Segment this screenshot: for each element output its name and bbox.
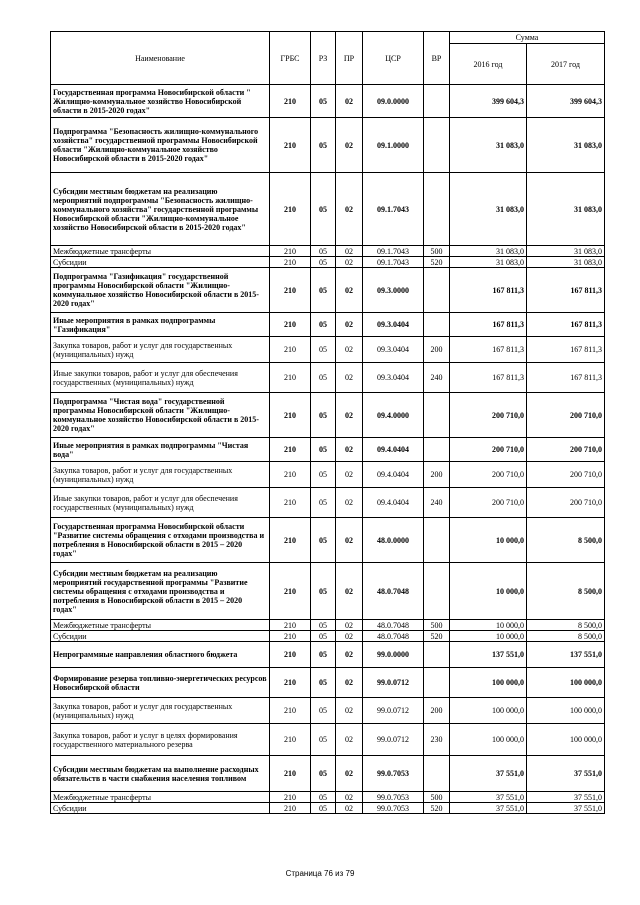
cell-vr — [424, 563, 450, 620]
cell-vr — [424, 313, 450, 337]
cell-vr — [424, 518, 450, 563]
cell-pr: 02 — [336, 631, 363, 642]
cell-csr: 99.0.7053 — [363, 803, 424, 814]
cell-rz: 05 — [311, 792, 336, 803]
cell-sum-2016: 31 083,0 — [450, 257, 527, 268]
cell-name: Подпрограмма "Газификация" государственной программы Новосибирской области "Жилищно-коммунальное хозяйство Новосибирской области в 2015-2020 годах" — [51, 268, 270, 313]
cell-pr: 02 — [336, 620, 363, 631]
cell-grbs: 210 — [270, 257, 311, 268]
table-body — [51, 85, 605, 814]
cell-csr: 09.3.0404 — [363, 313, 424, 337]
cell-csr: 48.0.0000 — [363, 518, 424, 563]
cell-sum-2017: 200 710,0 — [527, 462, 605, 488]
cell-name: Государственная программа Новосибирской области "Развитие системы обращения с отходами производства и потребления в Новосибирской области в 2015 – 2020 годах" — [51, 518, 270, 563]
cell-vr: 240 — [424, 488, 450, 518]
cell-pr: 02 — [336, 756, 363, 792]
cell-sum-2016: 137 551,0 — [450, 642, 527, 668]
cell-sum-2016: 167 811,3 — [450, 268, 527, 313]
cell-sum-2017: 8 500,0 — [527, 518, 605, 563]
cell-grbs: 210 — [270, 393, 311, 438]
cell-grbs: 210 — [270, 173, 311, 246]
cell-sum-2016: 200 710,0 — [450, 488, 527, 518]
cell-sum-2016: 200 710,0 — [450, 462, 527, 488]
table-row — [51, 563, 605, 620]
cell-name: Закупка товаров, работ и услуг для государственных (муниципальных) нужд — [51, 337, 270, 363]
cell-csr: 48.0.7048 — [363, 563, 424, 620]
table-row — [51, 803, 605, 814]
budget-table — [50, 31, 605, 814]
cell-grbs: 210 — [270, 462, 311, 488]
cell-csr: 09.1.7043 — [363, 173, 424, 246]
cell-csr: 09.1.7043 — [363, 257, 424, 268]
cell-rz: 05 — [311, 438, 336, 462]
cell-name: Формирование резерва топливно-энергетических ресурсов Новосибирской области — [51, 668, 270, 698]
cell-rz: 05 — [311, 173, 336, 246]
table-row — [51, 668, 605, 698]
cell-pr: 02 — [336, 393, 363, 438]
cell-csr: 99.0.7053 — [363, 756, 424, 792]
header-grbs: ГРБС — [270, 32, 311, 85]
header-sum: Сумма — [450, 32, 605, 44]
cell-grbs: 210 — [270, 268, 311, 313]
cell-grbs: 210 — [270, 438, 311, 462]
cell-rz: 05 — [311, 118, 336, 173]
cell-grbs: 210 — [270, 337, 311, 363]
table-row — [51, 85, 605, 118]
cell-sum-2016: 37 551,0 — [450, 803, 527, 814]
cell-vr: 230 — [424, 724, 450, 756]
table-row — [51, 363, 605, 393]
cell-vr: 520 — [424, 803, 450, 814]
cell-pr: 02 — [336, 118, 363, 173]
cell-rz: 05 — [311, 488, 336, 518]
cell-sum-2016: 10 000,0 — [450, 620, 527, 631]
cell-name: Закупка товаров, работ и услуг для государственных (муниципальных) нужд — [51, 698, 270, 724]
header-vr: ВР — [424, 32, 450, 85]
cell-sum-2016: 399 604,3 — [450, 85, 527, 118]
cell-sum-2016: 100 000,0 — [450, 698, 527, 724]
cell-vr — [424, 118, 450, 173]
table-row — [51, 313, 605, 337]
cell-name: Иные мероприятия в рамках подпрограммы "Газификация" — [51, 313, 270, 337]
cell-rz: 05 — [311, 268, 336, 313]
cell-sum-2017: 137 551,0 — [527, 642, 605, 668]
cell-name: Государственная программа Новосибирской области " Жилищно-коммунальное хозяйство Новосибирской области в 2015-2020 годах" — [51, 85, 270, 118]
cell-sum-2017: 200 710,0 — [527, 393, 605, 438]
cell-csr: 09.0.0000 — [363, 85, 424, 118]
cell-csr: 99.0.0712 — [363, 698, 424, 724]
cell-sum-2017: 31 083,0 — [527, 246, 605, 257]
cell-vr: 500 — [424, 246, 450, 257]
cell-grbs: 210 — [270, 488, 311, 518]
cell-sum-2016: 31 083,0 — [450, 118, 527, 173]
cell-sum-2016: 200 710,0 — [450, 438, 527, 462]
header-name: Наименование — [51, 32, 270, 85]
cell-name: Закупка товаров, работ и услуг для государственных (муниципальных) нужд — [51, 462, 270, 488]
cell-rz: 05 — [311, 246, 336, 257]
table-row — [51, 337, 605, 363]
cell-grbs: 210 — [270, 85, 311, 118]
cell-rz: 05 — [311, 518, 336, 563]
cell-pr: 02 — [336, 563, 363, 620]
cell-sum-2017: 167 811,3 — [527, 313, 605, 337]
cell-vr — [424, 438, 450, 462]
cell-vr — [424, 642, 450, 668]
cell-grbs: 210 — [270, 668, 311, 698]
cell-sum-2017: 200 710,0 — [527, 488, 605, 518]
cell-csr: 09.1.7043 — [363, 246, 424, 257]
header-row-top — [51, 32, 605, 44]
cell-csr: 09.3.0000 — [363, 268, 424, 313]
table-row — [51, 393, 605, 438]
cell-sum-2017: 167 811,3 — [527, 268, 605, 313]
cell-rz: 05 — [311, 563, 336, 620]
header-year-2016: 2016 год — [450, 44, 527, 85]
cell-csr: 99.0.0000 — [363, 642, 424, 668]
cell-rz: 05 — [311, 620, 336, 631]
cell-sum-2017: 31 083,0 — [527, 173, 605, 246]
header-pr: ПР — [336, 32, 363, 85]
cell-sum-2017: 399 604,3 — [527, 85, 605, 118]
cell-vr: 200 — [424, 462, 450, 488]
table-row — [51, 462, 605, 488]
cell-sum-2017: 200 710,0 — [527, 438, 605, 462]
cell-pr: 02 — [336, 668, 363, 698]
cell-pr: 02 — [336, 438, 363, 462]
cell-sum-2016: 31 083,0 — [450, 246, 527, 257]
cell-name: Подпрограмма "Чистая вода" государственной программы Новосибирской области "Жилищно-коммунальное хозяйство Новосибирской области в 2015-2020 годах" — [51, 393, 270, 438]
cell-pr: 02 — [336, 363, 363, 393]
cell-grbs: 210 — [270, 756, 311, 792]
cell-csr: 09.4.0000 — [363, 393, 424, 438]
cell-grbs: 210 — [270, 620, 311, 631]
cell-rz: 05 — [311, 393, 336, 438]
cell-grbs: 210 — [270, 118, 311, 173]
cell-name: Подпрограмма "Безопасность жилищно-коммунального хозяйства" государственной программы Новосибирской области "Жилищно-коммунальное хозяйство Новосибирской области в 2015-2020 годах" — [51, 118, 270, 173]
cell-csr: 09.4.0404 — [363, 438, 424, 462]
cell-vr: 520 — [424, 631, 450, 642]
table-row — [51, 438, 605, 462]
cell-grbs: 210 — [270, 313, 311, 337]
cell-pr: 02 — [336, 337, 363, 363]
table-row — [51, 724, 605, 756]
cell-sum-2017: 100 000,0 — [527, 698, 605, 724]
cell-sum-2017: 100 000,0 — [527, 668, 605, 698]
table-row — [51, 631, 605, 642]
cell-grbs: 210 — [270, 363, 311, 393]
cell-grbs: 210 — [270, 631, 311, 642]
cell-vr: 200 — [424, 698, 450, 724]
cell-pr: 02 — [336, 792, 363, 803]
cell-rz: 05 — [311, 642, 336, 668]
cell-vr — [424, 756, 450, 792]
cell-csr: 09.1.0000 — [363, 118, 424, 173]
cell-pr: 02 — [336, 246, 363, 257]
cell-pr: 02 — [336, 488, 363, 518]
cell-csr: 09.4.0404 — [363, 488, 424, 518]
cell-vr: 520 — [424, 257, 450, 268]
cell-grbs: 210 — [270, 642, 311, 668]
table-row — [51, 173, 605, 246]
cell-rz: 05 — [311, 337, 336, 363]
cell-csr: 48.0.7048 — [363, 620, 424, 631]
cell-rz: 05 — [311, 257, 336, 268]
cell-rz: 05 — [311, 698, 336, 724]
cell-sum-2016: 37 551,0 — [450, 756, 527, 792]
cell-name: Субсидии местным бюджетам на реализацию мероприятий подпрограммы "Безопасность жилищно-коммунального хозяйства" государственной программы Новосибирской области "Жилищно-коммунальное хозяйство Новосибирской области в 2015-2020 годах" — [51, 173, 270, 246]
cell-name: Межбюджетные трансферты — [51, 620, 270, 631]
cell-sum-2016: 200 710,0 — [450, 393, 527, 438]
cell-sum-2017: 31 083,0 — [527, 118, 605, 173]
cell-vr — [424, 393, 450, 438]
cell-pr: 02 — [336, 257, 363, 268]
cell-rz: 05 — [311, 313, 336, 337]
cell-csr: 09.4.0404 — [363, 462, 424, 488]
cell-grbs: 210 — [270, 698, 311, 724]
table-row — [51, 257, 605, 268]
cell-csr: 99.0.0712 — [363, 668, 424, 698]
cell-sum-2016: 10 000,0 — [450, 563, 527, 620]
cell-grbs: 210 — [270, 563, 311, 620]
cell-sum-2016: 31 083,0 — [450, 173, 527, 246]
cell-rz: 05 — [311, 756, 336, 792]
cell-csr: 09.3.0404 — [363, 363, 424, 393]
table-row — [51, 620, 605, 631]
table-row — [51, 698, 605, 724]
cell-pr: 02 — [336, 462, 363, 488]
cell-rz: 05 — [311, 724, 336, 756]
page-number: Страница 76 из 79 — [285, 869, 355, 878]
cell-name: Субсидии местным бюджетам на выполнение расходных обязательств в части снабжения населения топливом — [51, 756, 270, 792]
cell-sum-2017: 37 551,0 — [527, 803, 605, 814]
cell-grbs: 210 — [270, 518, 311, 563]
table-row — [51, 118, 605, 173]
cell-sum-2016: 100 000,0 — [450, 668, 527, 698]
cell-pr: 02 — [336, 518, 363, 563]
cell-sum-2017: 100 000,0 — [527, 724, 605, 756]
cell-sum-2017: 8 500,0 — [527, 631, 605, 642]
cell-name: Межбюджетные трансферты — [51, 246, 270, 257]
cell-sum-2017: 167 811,3 — [527, 337, 605, 363]
cell-vr: 200 — [424, 337, 450, 363]
cell-vr — [424, 85, 450, 118]
cell-vr — [424, 668, 450, 698]
cell-pr: 02 — [336, 85, 363, 118]
cell-sum-2016: 10 000,0 — [450, 631, 527, 642]
cell-name: Межбюджетные трансферты — [51, 792, 270, 803]
table-row — [51, 518, 605, 563]
cell-name: Субсидии — [51, 803, 270, 814]
cell-grbs: 210 — [270, 724, 311, 756]
cell-rz: 05 — [311, 668, 336, 698]
cell-pr: 02 — [336, 173, 363, 246]
header-year-2017: 2017 год — [527, 44, 605, 85]
header-rz: РЗ — [311, 32, 336, 85]
cell-csr: 99.0.0712 — [363, 724, 424, 756]
cell-pr: 02 — [336, 268, 363, 313]
cell-name: Закупка товаров, работ и услуг в целях формирования государственного материального резерва — [51, 724, 270, 756]
cell-pr: 02 — [336, 642, 363, 668]
cell-name: Иные закупки товаров, работ и услуг для обеспечения государственных (муниципальных) нужд — [51, 488, 270, 518]
cell-pr: 02 — [336, 724, 363, 756]
header-csr: ЦСР — [363, 32, 424, 85]
cell-sum-2017: 8 500,0 — [527, 620, 605, 631]
cell-rz: 05 — [311, 462, 336, 488]
cell-rz: 05 — [311, 363, 336, 393]
cell-sum-2017: 31 083,0 — [527, 257, 605, 268]
cell-sum-2017: 37 551,0 — [527, 792, 605, 803]
cell-sum-2016: 167 811,3 — [450, 363, 527, 393]
cell-name: Субсидии — [51, 631, 270, 642]
cell-sum-2016: 167 811,3 — [450, 337, 527, 363]
cell-name: Иные закупки товаров, работ и услуг для обеспечения государственных (муниципальных) нужд — [51, 363, 270, 393]
cell-csr: 99.0.7053 — [363, 792, 424, 803]
table-row — [51, 792, 605, 803]
table-row — [51, 642, 605, 668]
cell-grbs: 210 — [270, 792, 311, 803]
cell-rz: 05 — [311, 803, 336, 814]
cell-name: Субсидии — [51, 257, 270, 268]
cell-pr: 02 — [336, 313, 363, 337]
cell-sum-2016: 100 000,0 — [450, 724, 527, 756]
table-row — [51, 756, 605, 792]
cell-sum-2017: 37 551,0 — [527, 756, 605, 792]
cell-grbs: 210 — [270, 246, 311, 257]
cell-grbs: 210 — [270, 803, 311, 814]
table-row — [51, 268, 605, 313]
cell-pr: 02 — [336, 803, 363, 814]
cell-name: Непрограммные направления областного бюджета — [51, 642, 270, 668]
cell-sum-2017: 167 811,3 — [527, 363, 605, 393]
cell-sum-2016: 167 811,3 — [450, 313, 527, 337]
cell-vr: 500 — [424, 620, 450, 631]
cell-rz: 05 — [311, 631, 336, 642]
cell-sum-2016: 37 551,0 — [450, 792, 527, 803]
cell-vr — [424, 173, 450, 246]
cell-sum-2017: 8 500,0 — [527, 563, 605, 620]
table-row — [51, 246, 605, 257]
cell-vr: 240 — [424, 363, 450, 393]
cell-csr: 48.0.7048 — [363, 631, 424, 642]
cell-pr: 02 — [336, 698, 363, 724]
cell-name: Субсидии местным бюджетам на реализацию мероприятий государственной программы "Развитие системы обращения с отходами производства и потребления в Новосибирской области в 2015 – 2020 годах" — [51, 563, 270, 620]
cell-sum-2016: 10 000,0 — [450, 518, 527, 563]
cell-rz: 05 — [311, 85, 336, 118]
cell-csr: 09.3.0404 — [363, 337, 424, 363]
cell-vr — [424, 268, 450, 313]
cell-vr: 500 — [424, 792, 450, 803]
cell-name: Иные мероприятия в рамках подпрограммы "Чистая вода" — [51, 438, 270, 462]
table-row — [51, 488, 605, 518]
